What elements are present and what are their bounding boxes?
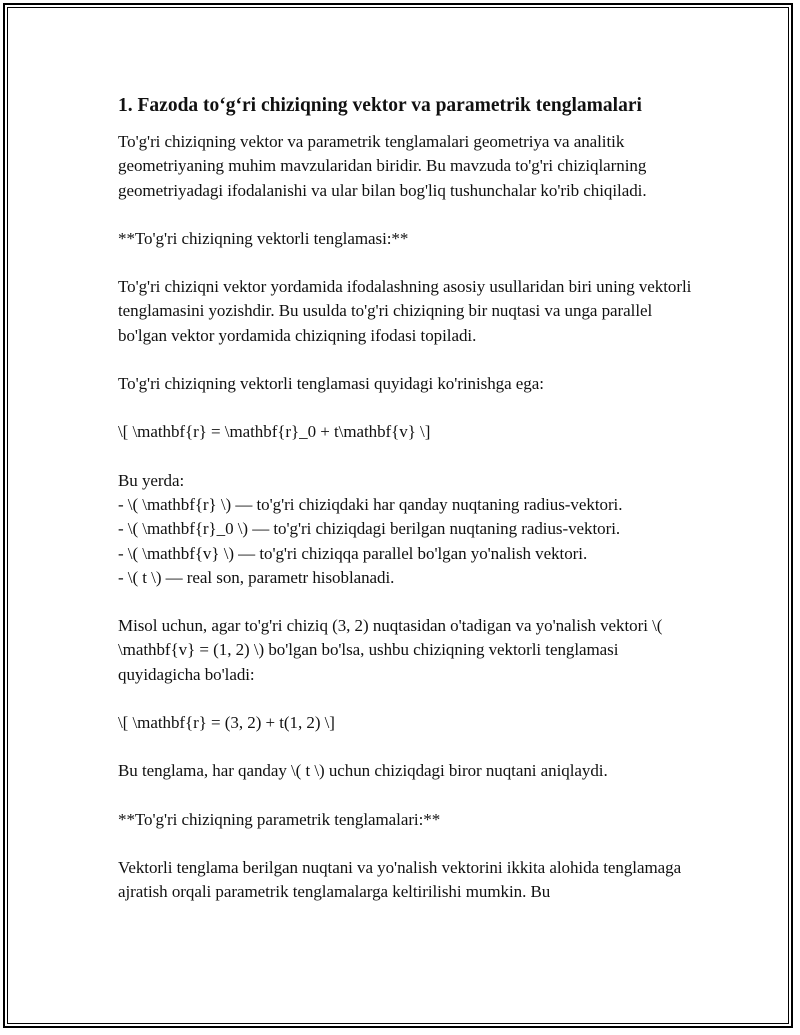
document-title: 1. Fazoda to‘g‘ri chiziqning vektor va parametrik tenglamalari: [118, 95, 642, 116]
example-paragraph: Misol uchun, agar to'g'ri chiziq (3, 2) nuqtasidan o'tadigan va yo'nalish vektori \( \mathbf{v} = (1, 2) \) bo'lgan bo'lsa, ushbu chiziqning vektorli tenglamasi quyidagicha bo'ladi:: [118, 616, 663, 684]
vector-heading: **To'g'ri chiziqning vektorli tenglamasi:**: [118, 228, 409, 248]
list-item: - \( \mathbf{r}_0 \) — to'g'ri chiziqdagi berilgan nuqtaning radius-vektori.: [118, 519, 621, 539]
parametric-description: Vektorli tenglama berilgan nuqtani va yo'nalish vektorini ikkita alohida tenglamaga ajratish orqali parametrik tenglamalarga keltirilishi mumkin. Bu: [118, 857, 682, 902]
vector-form-intro: To'g'ri chiziqning vektorli tenglamasi quyidagi ko'rinishga ega:: [118, 374, 544, 394]
list-item: - \( \mathbf{v} \) — to'g'ri chiziqqa parallel bo'lgan yo'nalish vektori.: [118, 543, 588, 563]
parametric-heading: **To'g'ri chiziqning parametrik tenglamalari:**: [118, 809, 441, 829]
list-item: - \( t \) — real son, parametr hisoblanadi.: [118, 567, 395, 587]
intro-paragraph: To'g'ri chiziqning vektor va parametrik tenglamalari geometriya va analitik geometriyaning muhim mavzularidan biridir. Bu mavzuda to'g'ri chiziqlarning geometriyadagi ifodalanishi va ular bilan bog'liq tushunchalar ko'rib chiqiladi.: [118, 132, 647, 200]
list-item: - \( \mathbf{r} \) — to'g'ri chiziqdaki har qanday nuqtaning radius-vektori.: [118, 494, 623, 514]
example-note: Bu tenglama, har qanday \( t \) uchun chiziqdagi biror nuqtani aniqlaydi.: [118, 761, 608, 781]
vector-equation: \[ \mathbf{r} = \mathbf{r}_0 + t\mathbf{v} \]: [118, 422, 431, 442]
document-body: [118, 92, 698, 929]
where-label: Bu yerda:: [118, 470, 185, 490]
example-equation: \[ \mathbf{r} = (3, 2) + t(1, 2) \]: [118, 713, 335, 733]
vector-description: To'g'ri chiziqni vektor yordamida ifodalashning asosiy usullaridan biri uning vektorli tenglamasini yozishdir. Bu usulda to'g'ri chiziqning bir nuqtasi va unga parallel bo'lgan vektor yordamida chiziqning ifodasi topiladi.: [118, 277, 692, 345]
definitions-list: [118, 469, 698, 590]
